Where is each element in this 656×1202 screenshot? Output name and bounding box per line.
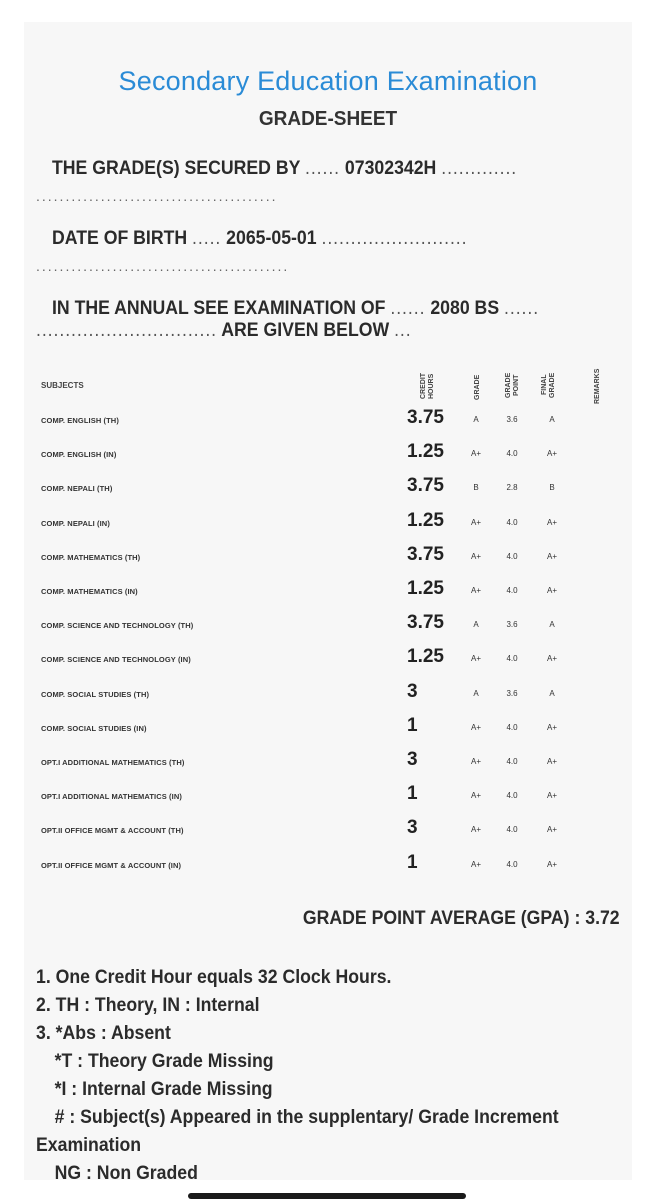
credit-hours-cell: 1 bbox=[407, 714, 418, 736]
final-grade-cell: A+ bbox=[546, 517, 557, 527]
given-below-line bbox=[36, 320, 412, 342]
grade-point-cell: 3.6 bbox=[506, 688, 518, 698]
subject-cell: COMP. SOCIAL STUDIES (IN) bbox=[41, 723, 147, 733]
grade-cell: A+ bbox=[470, 791, 481, 801]
given-below-label: ARE GIVEN BELOW bbox=[221, 320, 390, 341]
credit-hours-cell: 1 bbox=[407, 851, 418, 873]
grade-point-cell: 4.0 bbox=[506, 449, 518, 459]
grade-cell: B bbox=[473, 483, 479, 493]
dotted-rule: ........................................... bbox=[36, 258, 290, 274]
final-grade-cell: A+ bbox=[546, 586, 557, 595]
table-row bbox=[24, 851, 632, 881]
dots: ..... bbox=[192, 228, 222, 249]
dots: ............................... bbox=[36, 320, 218, 341]
final-grade-cell: A+ bbox=[546, 449, 557, 459]
grade-point-cell: 4.0 bbox=[506, 791, 518, 801]
credit-hours-cell: 3 bbox=[407, 680, 418, 702]
exam-value: 2080 BS bbox=[430, 298, 500, 319]
credit-hours-cell: 1.25 bbox=[407, 578, 444, 599]
credit-hours-cell: 1.25 bbox=[407, 509, 444, 531]
subject-cell: COMP. SCIENCE AND TECHNOLOGY (IN) bbox=[41, 655, 191, 665]
subject-cell: OPT.I ADDITIONAL MATHEMATICS (IN) bbox=[41, 792, 182, 802]
page-subtitle: GRADE-SHEET bbox=[258, 108, 398, 130]
table-row bbox=[24, 816, 632, 846]
grade-cell: A+ bbox=[470, 551, 481, 561]
subject-cell: COMP. NEPALI (IN) bbox=[41, 518, 110, 528]
header-grade-point: GRADE POINT bbox=[505, 372, 520, 398]
home-indicator[interactable] bbox=[188, 1193, 466, 1199]
grade-point-cell: 4.0 bbox=[506, 825, 518, 835]
header-credit-hours: CREDIT HOURS bbox=[420, 372, 435, 400]
dob-label: DATE OF BIRTH bbox=[52, 228, 188, 249]
secured-by-value: 07302342H bbox=[344, 158, 437, 179]
note-line: *I : Internal Grade Missing bbox=[54, 1079, 273, 1100]
grade-sheet bbox=[24, 22, 632, 1180]
grade-point-cell: 3.6 bbox=[506, 415, 518, 424]
subject-cell: COMP. MATHEMATICS (TH) bbox=[41, 552, 141, 562]
exam-line bbox=[52, 298, 539, 320]
note-line: # : Subject(s) Appeared in the supplentary/ Grade Increment bbox=[54, 1107, 559, 1128]
grade-point-cell: 4.0 bbox=[506, 654, 518, 664]
subject-cell: COMP. NEPALI (TH) bbox=[41, 484, 113, 494]
header-remarks: REMARKS bbox=[594, 368, 601, 404]
grade-cell: A bbox=[473, 688, 479, 698]
final-grade-cell: B bbox=[549, 483, 555, 493]
grade-cell: A bbox=[473, 620, 479, 630]
dob-line bbox=[52, 228, 467, 250]
dots: ...... bbox=[304, 158, 341, 179]
grade-cell: A+ bbox=[470, 586, 481, 595]
table-row bbox=[24, 474, 632, 504]
grade-point-cell: 4.0 bbox=[506, 551, 518, 561]
final-grade-cell: A+ bbox=[546, 722, 557, 732]
credit-hours-cell: 3.75 bbox=[407, 543, 444, 565]
dots: ... bbox=[394, 320, 412, 341]
table-row bbox=[24, 680, 632, 710]
grade-point-cell: 3.6 bbox=[506, 620, 518, 630]
dots: ......................... bbox=[321, 228, 468, 249]
table-row bbox=[24, 440, 632, 470]
note-line: NG : Non Graded bbox=[54, 1163, 198, 1180]
grade-cell: A+ bbox=[470, 825, 481, 835]
grade-point-cell: 4.0 bbox=[506, 722, 518, 732]
note-line: 1. One Credit Hour equals 32 Clock Hours. bbox=[36, 967, 392, 988]
grade-cell: A+ bbox=[470, 654, 481, 664]
dots: ...... bbox=[390, 298, 426, 319]
secured-by-label: THE GRADE(S) SECURED BY bbox=[52, 158, 301, 179]
table-row bbox=[24, 748, 632, 778]
final-grade-cell: A+ bbox=[546, 825, 557, 835]
grade-cell: A+ bbox=[470, 517, 481, 527]
final-grade-cell: A+ bbox=[546, 654, 557, 664]
note-line: Examination bbox=[36, 1135, 142, 1156]
table-row bbox=[24, 577, 632, 607]
subject-cell: COMP. MATHEMATICS (IN) bbox=[41, 587, 138, 596]
grade-cell: A+ bbox=[470, 859, 481, 869]
final-grade-cell: A bbox=[549, 688, 555, 698]
grade-point-cell: 4.0 bbox=[506, 757, 518, 766]
credit-hours-cell: 1.25 bbox=[407, 441, 444, 463]
grade-point-cell: 4.0 bbox=[506, 517, 518, 527]
note-line: *T : Theory Grade Missing bbox=[54, 1051, 274, 1072]
table-row bbox=[24, 543, 632, 573]
grade-cell: A bbox=[473, 415, 479, 424]
subject-cell: COMP. ENGLISH (TH) bbox=[41, 416, 119, 425]
final-grade-cell: A+ bbox=[546, 757, 557, 766]
credit-hours-cell: 3.75 bbox=[407, 612, 444, 634]
header-grade: GRADE bbox=[474, 374, 481, 400]
exam-label: IN THE ANNUAL SEE EXAMINATION OF bbox=[52, 298, 386, 319]
final-grade-cell: A bbox=[549, 415, 555, 424]
dotted-rule: ......................................... bbox=[36, 188, 278, 204]
grade-point-cell: 2.8 bbox=[506, 483, 518, 493]
subject-cell: OPT.II OFFICE MGMT & ACCOUNT (TH) bbox=[41, 826, 184, 836]
secured-by-line bbox=[52, 158, 517, 180]
final-grade-cell: A bbox=[549, 620, 555, 630]
credit-hours-cell: 1.25 bbox=[407, 646, 444, 668]
note-line: 3. *Abs : Absent bbox=[36, 1023, 171, 1044]
grade-cell: A+ bbox=[470, 722, 481, 732]
notes-section bbox=[36, 964, 626, 1180]
note-line: 2. TH : Theory, IN : Internal bbox=[36, 995, 260, 1016]
subject-cell: OPT.I ADDITIONAL MATHEMATICS (TH) bbox=[41, 758, 185, 767]
subject-cell: COMP. SOCIAL STUDIES (TH) bbox=[41, 689, 150, 699]
grade-cell: A+ bbox=[470, 449, 481, 459]
subject-cell: OPT.II OFFICE MGMT & ACCOUNT (IN) bbox=[41, 860, 182, 870]
header-subjects: SUBJECTS bbox=[41, 381, 84, 390]
table-row bbox=[24, 645, 632, 675]
gpa-value: GRADE POINT AVERAGE (GPA) : 3.72 bbox=[303, 908, 620, 929]
grade-point-cell: 4.0 bbox=[506, 859, 518, 869]
table-row bbox=[24, 611, 632, 641]
table-row bbox=[24, 509, 632, 539]
header-final-grade: FINAL GRADE bbox=[541, 372, 556, 398]
credit-hours-cell: 3.75 bbox=[407, 407, 444, 428]
table-row bbox=[24, 782, 632, 812]
final-grade-cell: A+ bbox=[546, 791, 557, 801]
credit-hours-cell: 3.75 bbox=[407, 475, 444, 497]
credit-hours-cell: 3 bbox=[407, 817, 418, 839]
subject-cell: COMP. SCIENCE AND TECHNOLOGY (TH) bbox=[41, 621, 194, 631]
dots: ............. bbox=[441, 158, 518, 179]
credit-hours-cell: 1 bbox=[407, 783, 418, 805]
final-grade-cell: A+ bbox=[546, 551, 557, 561]
grade-point-cell: 4.0 bbox=[506, 586, 518, 595]
subject-cell: COMP. ENGLISH (IN) bbox=[41, 450, 117, 460]
dots: ...... bbox=[504, 298, 540, 319]
grade-cell: A+ bbox=[470, 757, 481, 766]
dob-value: 2065-05-01 bbox=[226, 228, 317, 249]
page-title: Secondary Education Examination bbox=[118, 66, 538, 96]
final-grade-cell: A+ bbox=[546, 859, 557, 869]
table-row bbox=[24, 406, 632, 436]
table-row bbox=[24, 714, 632, 744]
credit-hours-cell: 3 bbox=[407, 749, 418, 770]
